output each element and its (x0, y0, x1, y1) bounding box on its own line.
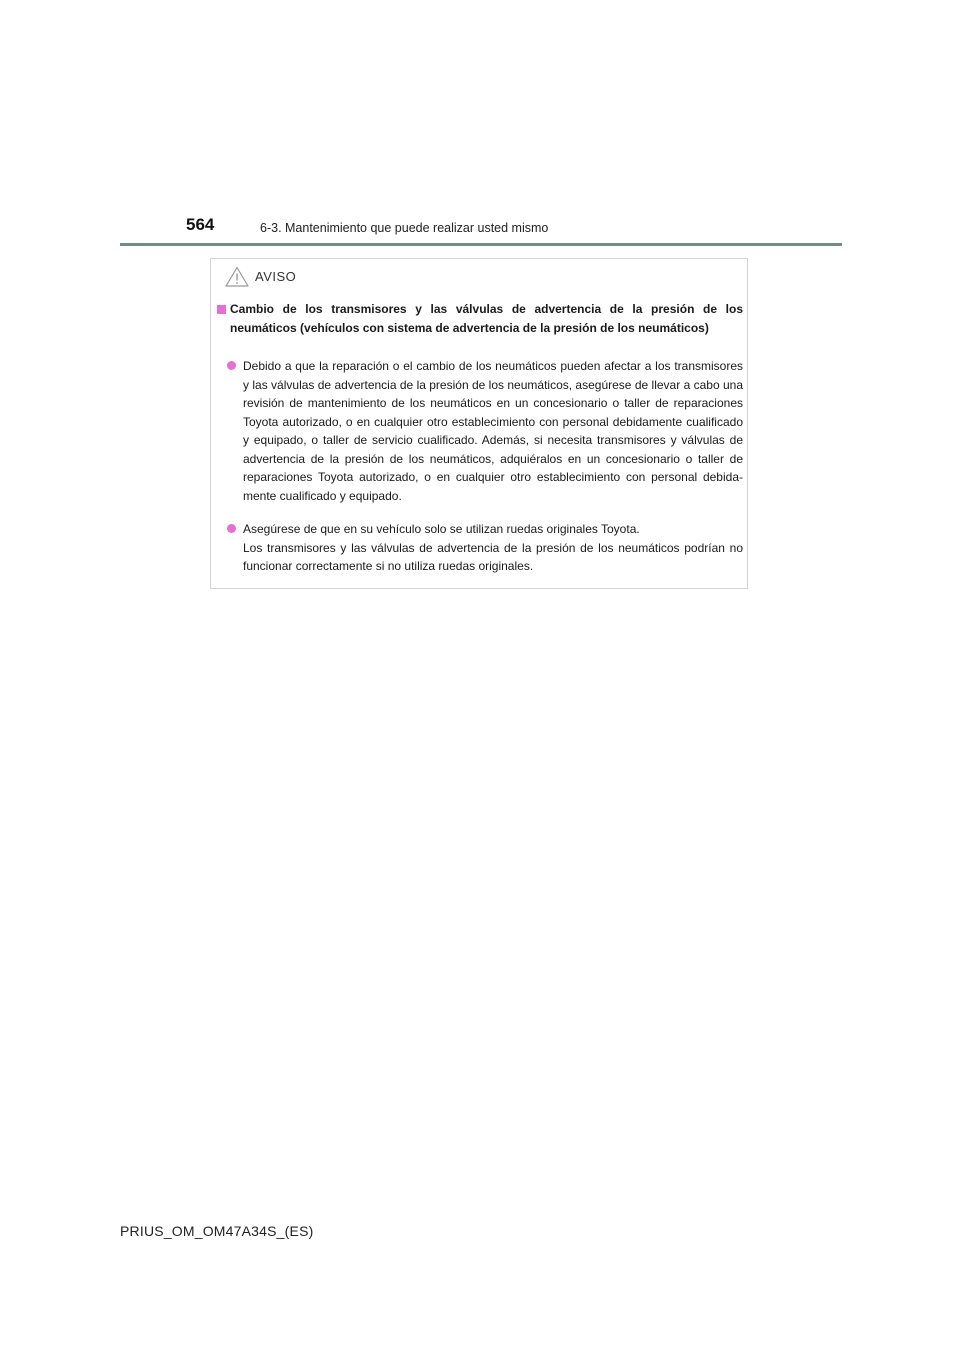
item-heading-text: Cambio de los transmisores y las válvulas de advertencia de la presión de los neumáticos (vehículos con sistema de advertencia de la presión de los neumáticos) (230, 302, 743, 335)
section-title: 6-3. Mantenimiento que puede realizar usted mismo (260, 221, 549, 235)
warning-label: AVISO (255, 268, 297, 284)
warning-triangle-icon (225, 266, 249, 287)
warning-header (225, 263, 296, 289)
bullet-item (225, 520, 743, 576)
bullet-item (225, 357, 743, 505)
bullet-text: Asegúrese de que en su vehículo solo se utilizan ruedas originales Toyota. (243, 522, 640, 536)
footer-document-code: PRIUS_OM_OM47A34S_(ES) (120, 1223, 314, 1239)
item-heading (215, 300, 743, 338)
circle-bullet-icon (227, 524, 236, 533)
circle-bullet-icon (227, 361, 236, 370)
square-bullet-icon (217, 305, 226, 314)
bullet-text: Debido a que la reparación o el cambio de los neumáticos pueden afectar a los transmisores y las válvulas de advertencia de la presión de los neumáticos, asegúrese de llevar a cabo una revisión de mantenimiento de los neumáticos en un concesionario o taller de reparaciones Toyota autorizado, o en cualquier otro establecimiento con personal debidamente cualificado y equipado, o taller de servicio cualificado. Además, si necesita transmisores y válvulas de advertencia de la presión de los neumáticos, adquiéralos en un concesionario o taller de reparaciones Toyota autorizado, o en cualquier otro establecimiento con personal debidamente cualificado y equipado. (243, 359, 743, 503)
bullet-text-continued: Los transmisores y las válvulas de advertencia de la presión de los neumáticos podrían no funcionar correctamente si no utiliza ruedas originales. (243, 540, 743, 573)
header-rule (120, 243, 842, 246)
page-number: 564 (186, 215, 215, 234)
warning-box (210, 258, 748, 589)
